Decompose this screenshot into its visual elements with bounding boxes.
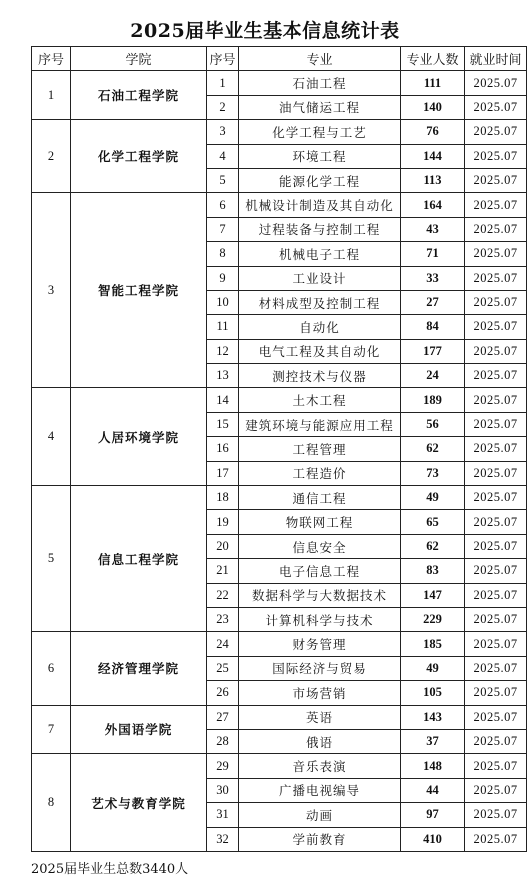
major-name-cell: 能源化学工程 <box>239 168 401 192</box>
major-count-cell: 143 <box>401 705 465 729</box>
major-number-cell: 28 <box>207 729 239 753</box>
employment-time-cell: 2025.07 <box>465 729 527 753</box>
major-number-cell: 23 <box>207 607 239 631</box>
header-school-no: 序号 <box>32 47 71 71</box>
table-body <box>32 71 527 852</box>
major-name-cell: 通信工程 <box>239 486 401 510</box>
major-number-cell: 18 <box>207 486 239 510</box>
major-count-cell: 44 <box>401 778 465 802</box>
major-number-cell: 5 <box>207 168 239 192</box>
school-number-cell: 4 <box>32 388 71 486</box>
school-number-cell: 7 <box>32 705 71 754</box>
major-count-cell: 27 <box>401 290 465 314</box>
school-number-cell: 1 <box>32 71 71 120</box>
major-count-cell: 229 <box>401 607 465 631</box>
school-name-cell: 艺术与教育学院 <box>71 754 207 852</box>
major-number-cell: 4 <box>207 144 239 168</box>
major-name-cell: 电子信息工程 <box>239 559 401 583</box>
employment-time-cell: 2025.07 <box>465 607 527 631</box>
employment-time-cell: 2025.07 <box>465 388 527 412</box>
major-count-cell: 144 <box>401 144 465 168</box>
major-name-cell: 工程造价 <box>239 461 401 485</box>
major-number-cell: 2 <box>207 95 239 119</box>
major-count-cell: 111 <box>401 71 465 95</box>
employment-time-cell: 2025.07 <box>465 656 527 680</box>
major-number-cell: 31 <box>207 803 239 827</box>
major-name-cell: 市场营销 <box>239 681 401 705</box>
employment-time-cell: 2025.07 <box>465 120 527 144</box>
major-count-cell: 83 <box>401 559 465 583</box>
major-name-cell: 计算机科学与技术 <box>239 607 401 631</box>
employment-time-cell: 2025.07 <box>465 827 527 851</box>
major-count-cell: 73 <box>401 461 465 485</box>
major-count-cell: 105 <box>401 681 465 705</box>
employment-time-cell: 2025.07 <box>465 461 527 485</box>
major-name-cell: 建筑环境与能源应用工程 <box>239 412 401 436</box>
employment-time-cell: 2025.07 <box>465 559 527 583</box>
employment-time-cell: 2025.07 <box>465 778 527 802</box>
major-name-cell: 材料成型及控制工程 <box>239 290 401 314</box>
major-name-cell: 过程装备与控制工程 <box>239 217 401 241</box>
major-count-cell: 148 <box>401 754 465 778</box>
major-count-cell: 24 <box>401 364 465 388</box>
header-major-no: 序号 <box>207 47 239 71</box>
major-name-cell: 音乐表演 <box>239 754 401 778</box>
graduate-stats-table <box>31 46 527 852</box>
employment-time-cell: 2025.07 <box>465 583 527 607</box>
school-name-cell: 智能工程学院 <box>71 193 207 388</box>
major-number-cell: 27 <box>207 705 239 729</box>
major-number-cell: 9 <box>207 266 239 290</box>
major-number-cell: 26 <box>207 681 239 705</box>
major-count-cell: 177 <box>401 339 465 363</box>
major-number-cell: 20 <box>207 534 239 558</box>
school-number-cell: 5 <box>32 486 71 632</box>
major-name-cell: 化学工程与工艺 <box>239 120 401 144</box>
header-time: 就业时间 <box>465 47 527 71</box>
school-name-cell: 经济管理学院 <box>71 632 207 705</box>
major-number-cell: 29 <box>207 754 239 778</box>
employment-time-cell: 2025.07 <box>465 95 527 119</box>
employment-time-cell: 2025.07 <box>465 290 527 314</box>
school-number-cell: 8 <box>32 754 71 852</box>
major-count-cell: 97 <box>401 803 465 827</box>
major-number-cell: 14 <box>207 388 239 412</box>
major-name-cell: 工业设计 <box>239 266 401 290</box>
school-name-cell: 化学工程学院 <box>71 120 207 193</box>
employment-time-cell: 2025.07 <box>465 266 527 290</box>
major-name-cell: 俄语 <box>239 729 401 753</box>
employment-time-cell: 2025.07 <box>465 510 527 534</box>
employment-time-cell: 2025.07 <box>465 632 527 656</box>
header-count: 专业人数 <box>401 47 465 71</box>
major-number-cell: 1 <box>207 71 239 95</box>
employment-time-cell: 2025.07 <box>465 71 527 95</box>
major-name-cell: 测控技术与仪器 <box>239 364 401 388</box>
major-number-cell: 13 <box>207 364 239 388</box>
major-number-cell: 17 <box>207 461 239 485</box>
employment-time-cell: 2025.07 <box>465 534 527 558</box>
major-number-cell: 15 <box>207 412 239 436</box>
major-name-cell: 英语 <box>239 705 401 729</box>
major-number-cell: 25 <box>207 656 239 680</box>
major-count-cell: 410 <box>401 827 465 851</box>
employment-time-cell: 2025.07 <box>465 437 527 461</box>
employment-time-cell: 2025.07 <box>465 412 527 436</box>
major-name-cell: 信息安全 <box>239 534 401 558</box>
major-count-cell: 33 <box>401 266 465 290</box>
employment-time-cell: 2025.07 <box>465 217 527 241</box>
table-row <box>32 754 527 778</box>
major-name-cell: 财务管理 <box>239 632 401 656</box>
major-count-cell: 43 <box>401 217 465 241</box>
major-number-cell: 8 <box>207 242 239 266</box>
employment-time-cell: 2025.07 <box>465 193 527 217</box>
major-count-cell: 65 <box>401 510 465 534</box>
school-number-cell: 6 <box>32 632 71 705</box>
employment-time-cell: 2025.07 <box>465 339 527 363</box>
employment-time-cell: 2025.07 <box>465 681 527 705</box>
major-name-cell: 国际经济与贸易 <box>239 656 401 680</box>
page-title: 2025届毕业生基本信息统计表 <box>130 20 400 42</box>
employment-time-cell: 2025.07 <box>465 705 527 729</box>
major-name-cell: 机械设计制造及其自动化 <box>239 193 401 217</box>
school-name-cell: 外国语学院 <box>71 705 207 754</box>
major-name-cell: 数据科学与大数据技术 <box>239 583 401 607</box>
major-number-cell: 11 <box>207 315 239 339</box>
major-number-cell: 24 <box>207 632 239 656</box>
major-count-cell: 113 <box>401 168 465 192</box>
employment-time-cell: 2025.07 <box>465 803 527 827</box>
school-number-cell: 2 <box>32 120 71 193</box>
major-count-cell: 71 <box>401 242 465 266</box>
major-number-cell: 7 <box>207 217 239 241</box>
employment-time-cell: 2025.07 <box>465 242 527 266</box>
major-count-cell: 56 <box>401 412 465 436</box>
major-name-cell: 机械电子工程 <box>239 242 401 266</box>
major-name-cell: 动画 <box>239 803 401 827</box>
major-count-cell: 49 <box>401 656 465 680</box>
major-name-cell: 土木工程 <box>239 388 401 412</box>
major-count-cell: 147 <box>401 583 465 607</box>
major-name-cell: 广播电视编导 <box>239 778 401 802</box>
major-count-cell: 189 <box>401 388 465 412</box>
major-name-cell: 石油工程 <box>239 71 401 95</box>
major-count-cell: 185 <box>401 632 465 656</box>
school-number-cell: 3 <box>32 193 71 388</box>
major-name-cell: 工程管理 <box>239 437 401 461</box>
major-name-cell: 学前教育 <box>239 827 401 851</box>
major-number-cell: 10 <box>207 290 239 314</box>
table-row <box>32 193 527 217</box>
header-major: 专业 <box>239 47 401 71</box>
major-number-cell: 22 <box>207 583 239 607</box>
table-row <box>32 486 527 510</box>
major-number-cell: 3 <box>207 120 239 144</box>
table-row <box>32 705 527 729</box>
table-row <box>32 120 527 144</box>
major-count-cell: 37 <box>401 729 465 753</box>
major-number-cell: 21 <box>207 559 239 583</box>
major-count-cell: 140 <box>401 95 465 119</box>
school-name-cell: 信息工程学院 <box>71 486 207 632</box>
major-name-cell: 自动化 <box>239 315 401 339</box>
table-header-row <box>32 47 527 71</box>
employment-time-cell: 2025.07 <box>465 315 527 339</box>
major-name-cell: 环境工程 <box>239 144 401 168</box>
school-name-cell: 石油工程学院 <box>71 71 207 120</box>
major-count-cell: 62 <box>401 437 465 461</box>
major-count-cell: 164 <box>401 193 465 217</box>
major-count-cell: 76 <box>401 120 465 144</box>
major-count-cell: 84 <box>401 315 465 339</box>
employment-time-cell: 2025.07 <box>465 168 527 192</box>
employment-time-cell: 2025.07 <box>465 486 527 510</box>
table-row <box>32 71 527 95</box>
major-number-cell: 32 <box>207 827 239 851</box>
table-row <box>32 388 527 412</box>
major-number-cell: 30 <box>207 778 239 802</box>
major-count-cell: 49 <box>401 486 465 510</box>
major-number-cell: 6 <box>207 193 239 217</box>
total-graduates-note: 2025届毕业生总数3440人 <box>31 862 189 877</box>
school-name-cell: 人居环境学院 <box>71 388 207 486</box>
header-school: 学院 <box>71 47 207 71</box>
major-number-cell: 12 <box>207 339 239 363</box>
major-number-cell: 16 <box>207 437 239 461</box>
table-row <box>32 632 527 656</box>
employment-time-cell: 2025.07 <box>465 144 527 168</box>
major-name-cell: 油气储运工程 <box>239 95 401 119</box>
major-name-cell: 物联网工程 <box>239 510 401 534</box>
major-name-cell: 电气工程及其自动化 <box>239 339 401 363</box>
major-number-cell: 19 <box>207 510 239 534</box>
major-count-cell: 62 <box>401 534 465 558</box>
employment-time-cell: 2025.07 <box>465 364 527 388</box>
employment-time-cell: 2025.07 <box>465 754 527 778</box>
